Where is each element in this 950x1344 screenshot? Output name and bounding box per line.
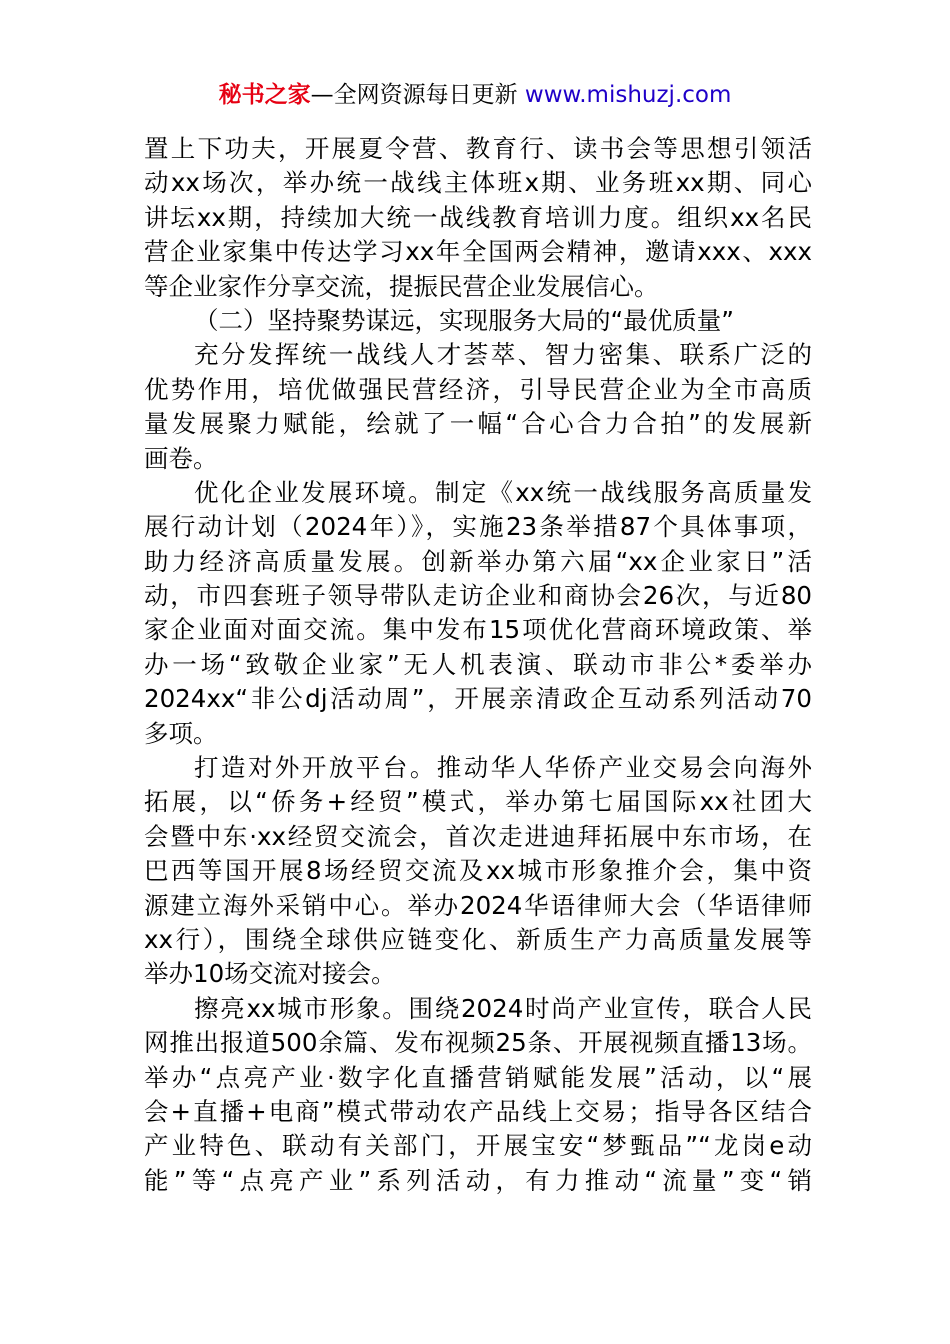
text-line: 巴西等国开展8场经贸交流及xx城市形象推介会，集中资: [144, 856, 812, 886]
text-line: 拓展，以“侨务+经贸”模式，举办第七届国际xx社团大: [144, 787, 812, 817]
text-line: 量发展聚力赋能，绘就了一幅“合心合力合拍”的发展新: [144, 409, 812, 439]
text-line: 动xx场次，举办统一战线主体班x期、业务班xx期、同心: [144, 168, 812, 198]
text-line: 擦亮xx城市形象。围绕2024时尚产业宣传，联合人民: [194, 993, 812, 1023]
text-line: 网推出报道500余篇、发布视频25条、开展视频直播13场。: [144, 1028, 812, 1058]
text-line: 会暨中东·xx经贸交流会，首次走进迪拜拓展中东市场，在: [144, 821, 812, 851]
text-line: 多项。: [144, 718, 218, 748]
text-line: 优势作用，培优做强民营经济，引导民营企业为全市高质: [144, 374, 812, 404]
text-line: 举办“点亮产业·数字化直播营销赋能发展”活动，以“展: [144, 1062, 812, 1092]
text-line: xx行），围绕全球供应链变化、新质生产力高质量发展等: [144, 924, 812, 954]
text-line: 充分发挥统一战线人才荟萃、智力密集、联系广泛的: [194, 340, 812, 370]
text-line: （二）坚持聚势谋远，实现服务大局的“最优质量”: [194, 305, 734, 335]
header-tagline: —全网资源每日更新: [310, 82, 525, 108]
site-header: [0, 78, 950, 112]
text-line: 展行动计划（2024年）》，实施23条举措87个具体事项，: [144, 512, 812, 542]
text-line: 会+直播+电商”模式带动农产品线上交易；指导各区结合: [144, 1096, 812, 1126]
text-line: 等企业家作分享交流，提振民营企业发展信心。: [144, 271, 659, 301]
text-line: 助力经济高质量发展。创新举办第六届“xx企业家日”活: [144, 546, 812, 576]
text-line: 能”等“点亮产业”系列活动，有力推动“流量”变“销: [144, 1165, 812, 1195]
text-line: 打造对外开放平台。推动华人华侨产业交易会向海外: [194, 753, 812, 783]
text-line: 营企业家集中传达学习xx年全国两会精神，邀请xxx、xxx: [144, 237, 812, 267]
text-line: 家企业面对面交流。集中发布15项优化营商环境政策、举: [144, 615, 812, 645]
text-line: 源建立海外采销中心。举办2024华语律师大会（华语律师: [144, 890, 812, 920]
text-line: 画卷。: [144, 443, 218, 473]
text-line: 产业特色、联动有关部门，开展宝安“梦甄品”“龙岗e动: [144, 1131, 812, 1161]
text-line: 优化企业发展环境。制定《xx统一战线服务高质量发: [194, 477, 812, 507]
text-line: 2024xx“非公dj活动周”，开展亲清政企互动系列活动70: [144, 684, 812, 714]
site-url-link[interactable]: www.mishuzj.com: [524, 82, 732, 108]
text-line: 讲坛xx期，持续加大统一战线教育培训力度。组织xx名民: [144, 202, 812, 232]
text-line: 办一场“致敬企业家”无人机表演、联动市非公*委举办: [144, 649, 812, 679]
document-body: [144, 132, 812, 1198]
brand-name: 秘书之家: [218, 82, 311, 108]
text-line: 置上下功夫，开展夏令营、教育行、读书会等思想引领活: [144, 134, 812, 163]
text-line: 动，市四套班子领导带队走访企业和商协会26次，与近80: [144, 581, 812, 611]
text-line: 举办10场交流对接会。: [144, 959, 396, 989]
